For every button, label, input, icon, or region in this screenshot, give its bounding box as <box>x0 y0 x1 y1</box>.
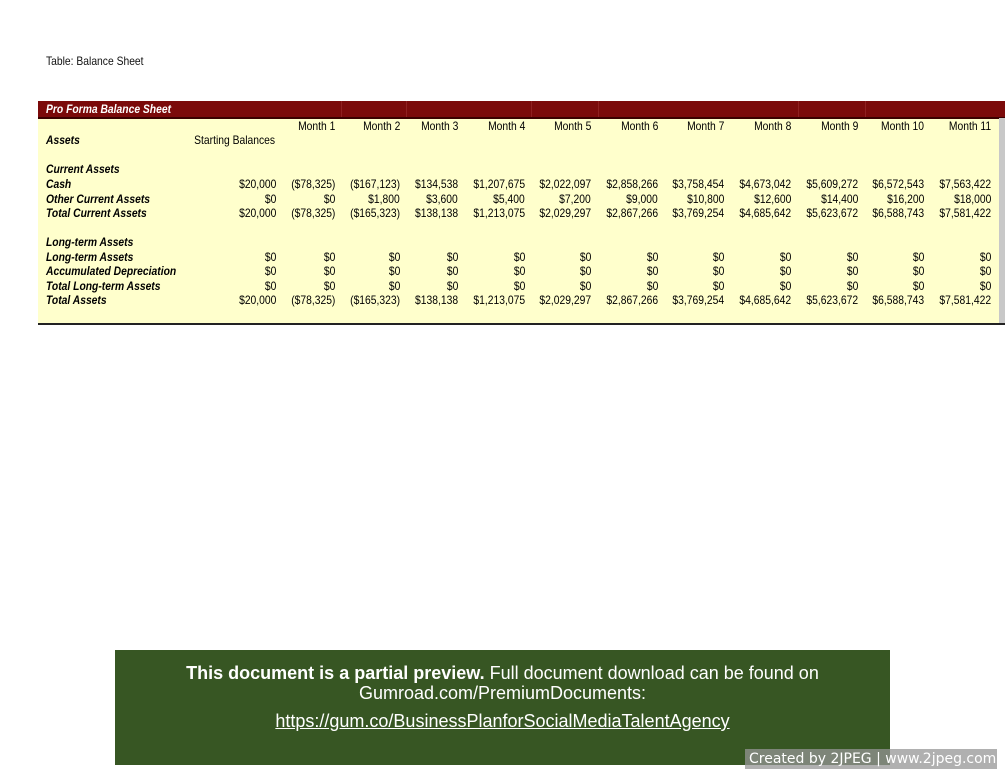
starting-balances-header: Starting Balances <box>194 133 275 147</box>
month-header: Month 8 <box>753 119 791 133</box>
row-label: Cash <box>46 177 72 191</box>
table-cell: $3,769,254 <box>672 293 724 307</box>
month-header: Month 2 <box>362 119 400 133</box>
table-cell: $2,858,266 <box>606 177 658 191</box>
table-cell: $0 <box>388 279 400 293</box>
table-cell: $0 <box>979 250 991 264</box>
table-cell: $14,400 <box>820 192 858 206</box>
table-cell: $0 <box>712 250 724 264</box>
table-cell: $0 <box>579 250 591 264</box>
table-cell: ($78,325) <box>290 206 335 220</box>
table-cell: $0 <box>979 279 991 293</box>
preview-banner <box>115 650 890 765</box>
table-cell: $0 <box>323 279 335 293</box>
assets-label: Assets <box>46 133 80 147</box>
table-caption: Table: Balance Sheet <box>46 54 144 68</box>
table-cell: ($78,325) <box>290 293 335 307</box>
table-cell: $0 <box>912 279 924 293</box>
table-cell: $0 <box>846 250 858 264</box>
table-cell: $0 <box>513 264 525 278</box>
table-cell: $0 <box>388 264 400 278</box>
table-cell: $0 <box>446 279 458 293</box>
watermark: Created by 2JPEG | www.2jpeg.com <box>745 749 997 769</box>
table-cell: $0 <box>979 264 991 278</box>
table-cell: $7,200 <box>559 192 591 206</box>
table-cell: $7,581,422 <box>939 293 991 307</box>
month-header: Month 9 <box>820 119 858 133</box>
month-header: Month 6 <box>620 119 658 133</box>
table-cell: $0 <box>446 264 458 278</box>
table-cell: $0 <box>846 264 858 278</box>
table-cell: $2,029,297 <box>539 293 591 307</box>
table-cell: $7,581,422 <box>939 206 991 220</box>
table-cell: $0 <box>646 264 658 278</box>
table-cell: $2,867,266 <box>606 206 658 220</box>
table-cell: $9,000 <box>626 192 658 206</box>
download-link[interactable]: https://gum.co/BusinessPlanforSocialMediaTalentAgency <box>275 711 730 731</box>
table-title-bar <box>38 101 1005 119</box>
table-cell: $3,758,454 <box>672 177 724 191</box>
table-cell: $5,623,672 <box>806 293 858 307</box>
table-cell: $0 <box>388 250 400 264</box>
month-header: Month 7 <box>686 119 724 133</box>
month-header: Month 11 <box>948 119 991 133</box>
month-header: Month 1 <box>297 119 335 133</box>
table-cell: $18,000 <box>953 192 991 206</box>
table-cell: $5,400 <box>493 192 525 206</box>
table-cell: $0 <box>912 264 924 278</box>
table-cell: $0 <box>323 192 335 206</box>
table-cell: $20,000 <box>238 206 276 220</box>
longterm-assets-heading: Long-term Assets <box>46 235 134 249</box>
header-separator <box>865 101 866 117</box>
table-cell: $0 <box>779 250 791 264</box>
table-cell: $3,769,254 <box>672 206 724 220</box>
table-cell: $1,800 <box>368 192 400 206</box>
table-cell: $20,000 <box>238 293 276 307</box>
table-cell: $0 <box>323 264 335 278</box>
table-cell: $0 <box>323 250 335 264</box>
table-cell: $1,207,675 <box>473 177 525 191</box>
row-label: Total Assets <box>46 293 107 307</box>
table-cell: $0 <box>264 250 276 264</box>
table-cell: $0 <box>513 279 525 293</box>
banner-bold-text: This document is a partial preview. <box>186 663 485 683</box>
table-cell: $3,600 <box>426 192 458 206</box>
table-cell: ($167,123) <box>350 177 400 191</box>
header-separator <box>531 101 532 117</box>
table-cell: $0 <box>264 279 276 293</box>
table-right-edge <box>999 118 1005 323</box>
table-cell: $12,600 <box>753 192 791 206</box>
table-cell: $2,022,097 <box>539 177 591 191</box>
banner-rest-text: Full document download can be found on <box>484 663 819 683</box>
balance-sheet-table <box>38 101 1005 325</box>
table-cell: $6,588,743 <box>872 206 924 220</box>
current-assets-heading: Current Assets <box>46 162 120 176</box>
table-cell: $0 <box>646 279 658 293</box>
table-cell: $0 <box>446 250 458 264</box>
row-label: Long-term Assets <box>46 250 134 264</box>
table-cell: $5,609,272 <box>806 177 858 191</box>
table-cell: $138,138 <box>414 293 458 307</box>
row-label: Total Long-term Assets <box>46 279 161 293</box>
table-cell: $20,000 <box>238 177 276 191</box>
table-cell: $0 <box>712 279 724 293</box>
table-cell: ($78,325) <box>290 177 335 191</box>
table-cell: $0 <box>264 264 276 278</box>
table-cell: $6,572,543 <box>872 177 924 191</box>
table-cell: $0 <box>779 279 791 293</box>
table-cell: $4,673,042 <box>739 177 791 191</box>
table-cell: $0 <box>779 264 791 278</box>
header-separator <box>406 101 407 117</box>
banner-line-1 <box>115 663 890 683</box>
table-cell: $0 <box>712 264 724 278</box>
table-cell: $0 <box>513 250 525 264</box>
month-header: Month 4 <box>487 119 525 133</box>
table-cell: $0 <box>846 279 858 293</box>
table-cell: $0 <box>264 192 276 206</box>
table-cell: $1,213,075 <box>473 293 525 307</box>
table-cell: $7,563,422 <box>939 177 991 191</box>
table-cell: $0 <box>579 279 591 293</box>
month-header: Month 5 <box>553 119 591 133</box>
table-cell: $138,138 <box>414 206 458 220</box>
banner-line-2: Gumroad.com/PremiumDocuments: <box>358 683 647 703</box>
table-cell: $0 <box>646 250 658 264</box>
row-label: Other Current Assets <box>46 192 150 206</box>
table-cell: $10,800 <box>686 192 724 206</box>
table-cell: $5,623,672 <box>806 206 858 220</box>
month-header: Month 3 <box>420 119 458 133</box>
table-cell: ($165,323) <box>350 293 400 307</box>
table-title: Pro Forma Balance Sheet <box>46 102 172 116</box>
row-label: Total Current Assets <box>46 206 147 220</box>
table-cell: $6,588,743 <box>872 293 924 307</box>
header-separator <box>341 101 342 117</box>
table-cell: $4,685,642 <box>739 293 791 307</box>
row-label: Accumulated Depreciation <box>46 264 177 278</box>
table-cell: $0 <box>579 264 591 278</box>
table-cell: $134,538 <box>414 177 458 191</box>
table-cell: $2,867,266 <box>606 293 658 307</box>
month-header: Month 10 <box>880 119 924 133</box>
table-cell: ($165,323) <box>350 206 400 220</box>
table-cell: $16,200 <box>886 192 924 206</box>
header-separator <box>598 101 599 117</box>
table-cell: $0 <box>912 250 924 264</box>
header-separator <box>798 101 799 117</box>
table-cell: $4,685,642 <box>739 206 791 220</box>
table-cell: $2,029,297 <box>539 206 591 220</box>
table-cell: $1,213,075 <box>473 206 525 220</box>
